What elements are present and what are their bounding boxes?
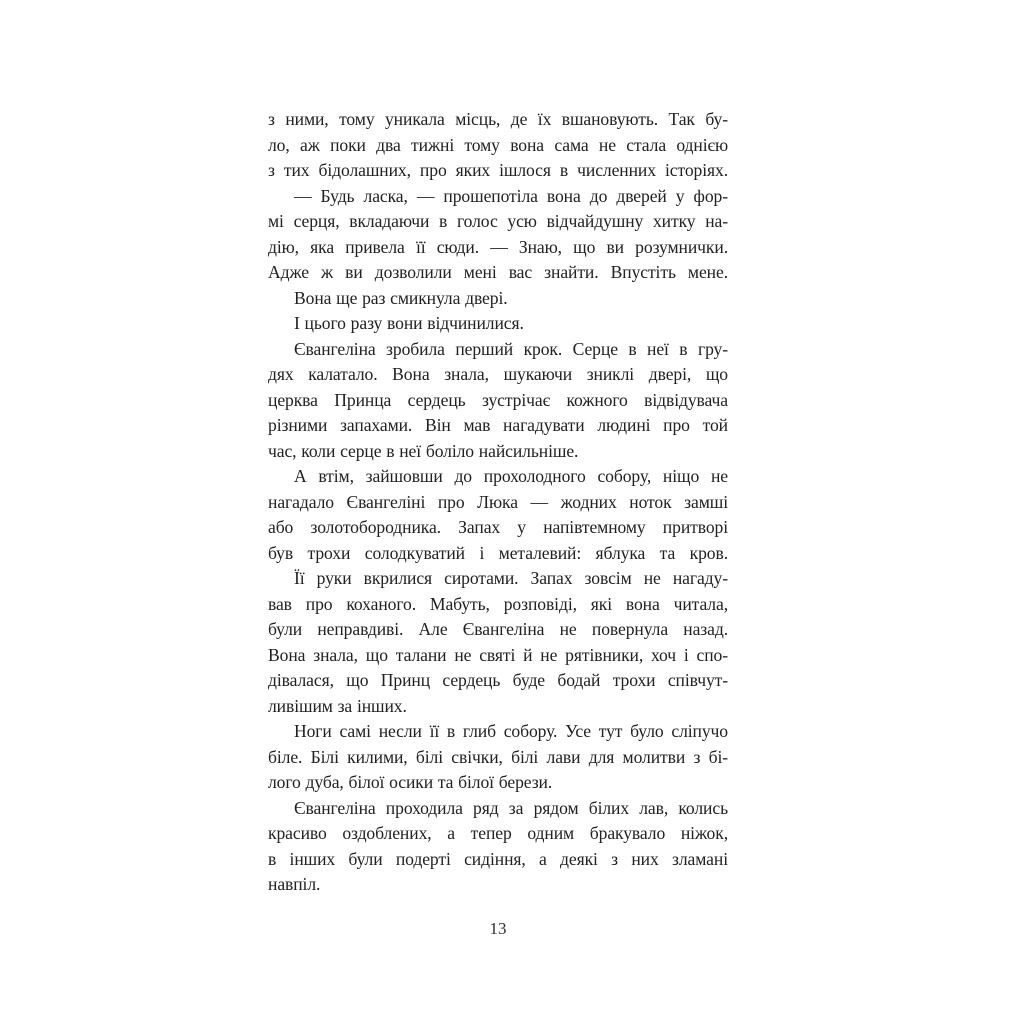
paragraph: [268, 107, 728, 184]
text-line: А втім, зайшовши до прохолодного собору, ніщо не: [294, 466, 728, 486]
text-line: дях калатало. Вона знала, шукаючи зниклі двері, що: [268, 364, 728, 384]
text-line: мі серця, вкладаючи в голос усю відчайдушну хитку на-: [268, 211, 728, 231]
text-line: дівалася, що Принц сердець буде бодай трохи співчут-: [268, 670, 728, 690]
text-line: з тих бідолашних, про яких ішлося в численних історіях.: [268, 160, 728, 180]
text-line: вав про коханого. Мабуть, розповіді, які вона читала,: [268, 593, 728, 614]
paragraph: [268, 286, 728, 312]
text-line: Євангеліна проходила ряд за рядом білих лав, колись: [294, 797, 728, 818]
text-line: ло, аж поки два тижні тому вона сама не стала однією: [268, 134, 728, 155]
text-line: красиво оздоблених, а тепер одним бракувало ніжок,: [268, 823, 728, 843]
text-line: нагадало Євангеліні про Люка — жодних ноток замші: [268, 491, 728, 512]
page-number: 13: [489, 919, 507, 938]
text-line: був трохи солодкуватий і металевий: яблука та кров.: [268, 542, 728, 563]
text-line: церква Принца сердець зустрічає кожного відвідувача: [268, 389, 728, 410]
text-line: ливішим за інших.: [268, 695, 407, 716]
text-line: Адже ж ви дозволили мені вас знайти. Впустіть мене.: [268, 262, 728, 282]
text-line: були неправдиві. Але Євангеліна не повернула назад.: [268, 619, 728, 639]
text-line: дію, яка привела її сюди. — Знаю, що ви розумнички.: [268, 236, 728, 257]
paragraph: [268, 464, 728, 566]
text-line: Вона ще раз смикнула двері.: [294, 287, 508, 308]
paragraph: [268, 796, 728, 898]
text-line: в інших були подерті сидіння, а деякі з них зламані: [268, 848, 728, 869]
paragraph: [268, 184, 728, 286]
text-line: лого дуба, білої осики та білої берези.: [268, 772, 553, 792]
text-line: різними запахами. Він мав нагадувати людині про той: [268, 415, 728, 435]
paragraph: [268, 311, 728, 337]
text-line: Її руки вкрилися сиротами. Запах зовсім не нагаду-: [294, 568, 728, 588]
text-line: Євангеліна зробила перший крок. Серце в неї в гру-: [294, 338, 728, 359]
text-line: час, коли серце в неї боліло найсильніше.: [268, 440, 579, 461]
text-line: або золотобородника. Запах у напівтемному притворі: [268, 517, 728, 537]
text-line: Вона знала, що талани не святі й не рятівники, хоч і спо-: [268, 644, 728, 665]
text-line: навпіл.: [268, 874, 321, 894]
page-text: [268, 107, 728, 898]
paragraph: [268, 566, 728, 719]
paragraph: [268, 337, 728, 465]
text-line: Ноги самі несли її в глиб собору. Усе тут було сліпучо: [294, 721, 728, 741]
paragraph: [268, 719, 728, 796]
text-line: біле. Білі килими, білі свічки, білі лави для молитви з бі-: [268, 746, 728, 767]
text-line: І цього разу вони відчинилися.: [294, 313, 524, 333]
text-line: — Будь ласка, — прошепотіла вона до дверей у фор-: [294, 185, 728, 206]
text-line: з ними, тому уникала місць, де їх вшановують. Так бу-: [268, 109, 728, 129]
